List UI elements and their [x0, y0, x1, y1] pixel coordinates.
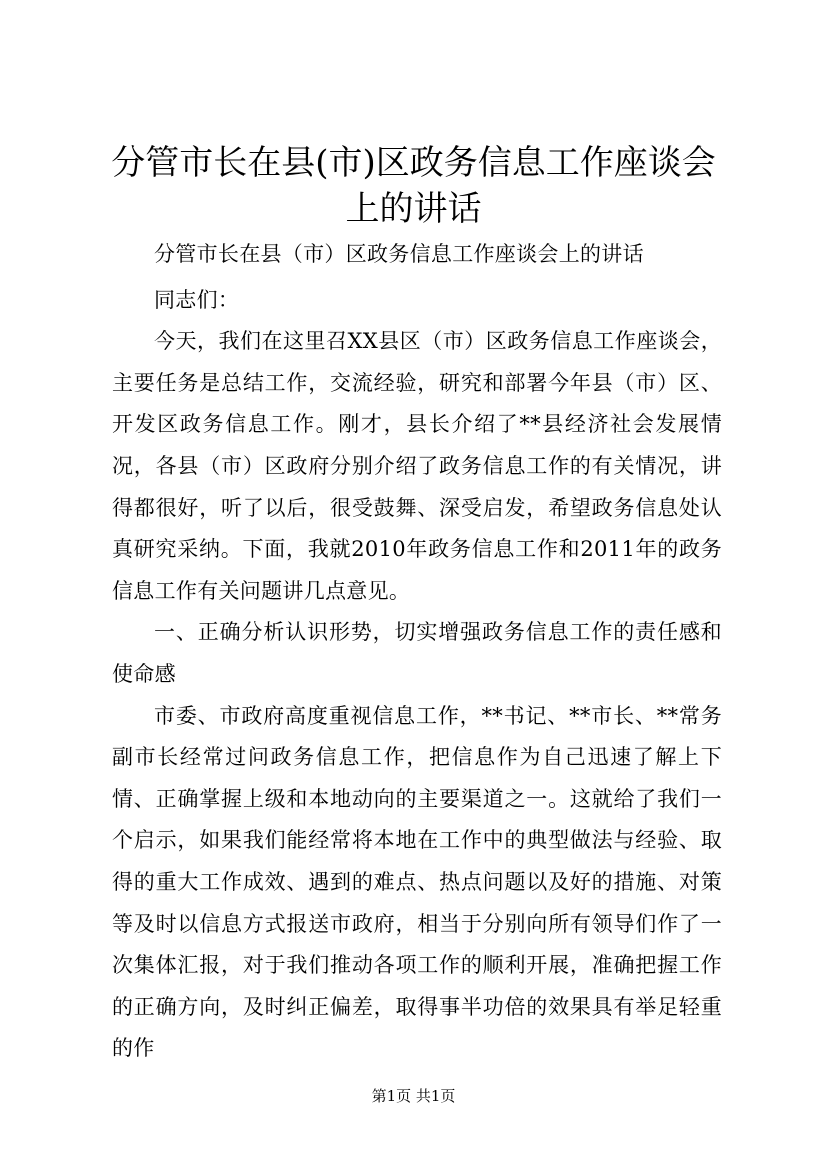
document-body: [112, 234, 722, 1070]
subtitle-paragraph: 分管市长在县（市）区政务信息工作座谈会上的讲话: [154, 242, 644, 266]
salutation-paragraph: 同志们：: [154, 287, 240, 312]
section-heading-1: 一、正确分析认识形势，切实增强政务信息工作的责任感和使命感: [112, 620, 722, 686]
body-paragraph-intro: 今天，我们在这里召XX县区（市）区政务信息工作座谈会，主要任务是总结工作，交流经验，研究和部署今年县（市）区、开发区政务信息工作。刚才，县长介绍了**县经济社会发展情况，各县（市）区政府分别介绍了政务信息工作的有关情况，讲得都很好，听了以后，很受鼓舞、深受启发，希望政务信息处认真研究采纳。下面，我就2010年政务信息工作和2011年的政务信息工作有关问题讲几点意见。: [112, 329, 722, 603]
document-title: 分管市长在县(市)区政务信息工作座谈会上的讲话: [111, 143, 716, 229]
page-number-footer: 第1页 共1页: [371, 1087, 456, 1105]
body-paragraph-section-1: 市委、市政府高度重视信息工作，**书记、**市长、**常务副市长经常过问政务信息工作，把信息作为自己迅速了解上下情、正确掌握上级和本地动向的主要渠道之一。这就给了我们一个启示，如果我们能经常将本地在工作中的典型做法与经验、取得的重大工作成效、遇到的难点、热点问题以及好的措施、对策等及时以信息方式报送市政府，相当于分别向所有领导们作了一次集体汇报，对于我们推动各项工作的顺利开展，准确把握工作的正确方向，及时纠正偏差，取得事半功倍的效果具有举足轻重的作: [112, 703, 722, 1061]
